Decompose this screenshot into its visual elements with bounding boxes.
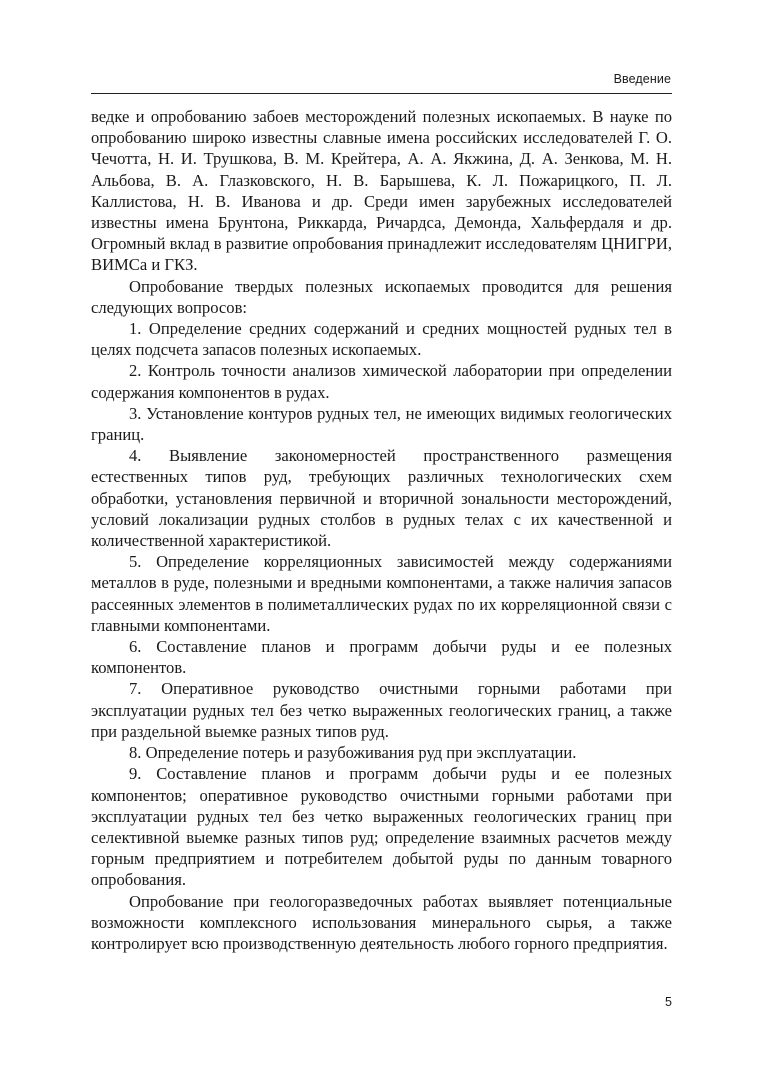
list-item-4: 4. Выявление закономерностей пространственного размещения естественных типов руд, требующих различных технологических схем обработки, установления первичной и вторичной зональности месторождений, условий локализации рудных столбов в рудных телах с их качественной и количественной характеристикой.: [91, 446, 672, 551]
list-item-6: 6. Составление планов и программ добычи руды и ее полезных компонентов.: [91, 637, 672, 678]
page-body: [91, 106, 672, 954]
page-number: 5: [665, 995, 672, 1009]
paragraph-continuation: ведке и опробованию забоев месторождений полезных ископаемых. В науке по опробованию широко известны славные имена российских исследователей Г. О. Чечотта, Н. И. Трушкова, В. М. Крейтера, А. А. Якжина, Д. А. Зенкова, М. Н. Альбова, В. А. Глазковского, Н. В. Барышева, К. Л. Пожарицкого, П. Л. Каллистова, Н. В. Иванова и др. Среди имен зарубежных исследователей известны имена Брунтона, Риккарда, Ричардса, Демонда, Хальфердаля и др. Огромный вклад в развитие опробования принадлежит исследователям ЦНИГРИ, ВИМСа и ГКЗ.: [91, 107, 672, 275]
list-item-1: 1. Определение средних содержаний и средних мощностей рудных тел в целях подсчета запасов полезных ископаемых.: [91, 319, 672, 360]
paragraph-intro: Опробование твердых полезных ископаемых проводится для решения следующих вопросов:: [91, 276, 672, 317]
running-header-title: Введение: [613, 72, 671, 86]
list-item-2: 2. Контроль точности анализов химической лаборатории при определении содержания компонентов в рудах.: [91, 361, 672, 402]
list-item-8: 8. Определение потерь и разубоживания руд при эксплуатации.: [129, 743, 577, 763]
paragraph-conclusion: Опробование при геологоразведочных работах выявляет потенциальные возможности комплексного использования минерального сырья, а также контролирует всю производственную деятельность любого горного предприятия.: [91, 891, 672, 953]
list-item-5: 5. Определение корреляционных зависимостей между содержаниями металлов в руде, полезными и вредными компонентами, а также наличия запасов рассеянных элементов в полиметаллических рудах по их корреляционной связи с главными компонентами.: [91, 552, 672, 635]
list-item-3: 3. Установление контуров рудных тел, не имеющих видимых геологических границ.: [91, 403, 672, 445]
header-rule: [91, 93, 672, 94]
list-item-9: 9. Составление планов и программ добычи руды и ее полезных компонентов; оперативное руководство очистными горными работами при эксплуатации рудных тел без четко выраженных геологических границ при селективной выемке разных типов руд; определение взаимных расчетов между горным предприятием и потребителем добытой руды по данным товарного опробования.: [91, 764, 672, 890]
list-item-7: 7. Оперативное руководство очистными горными работами при эксплуатации рудных тел без четко выраженных геологических границ, а также при раздельной выемке разных типов руд.: [91, 679, 672, 741]
